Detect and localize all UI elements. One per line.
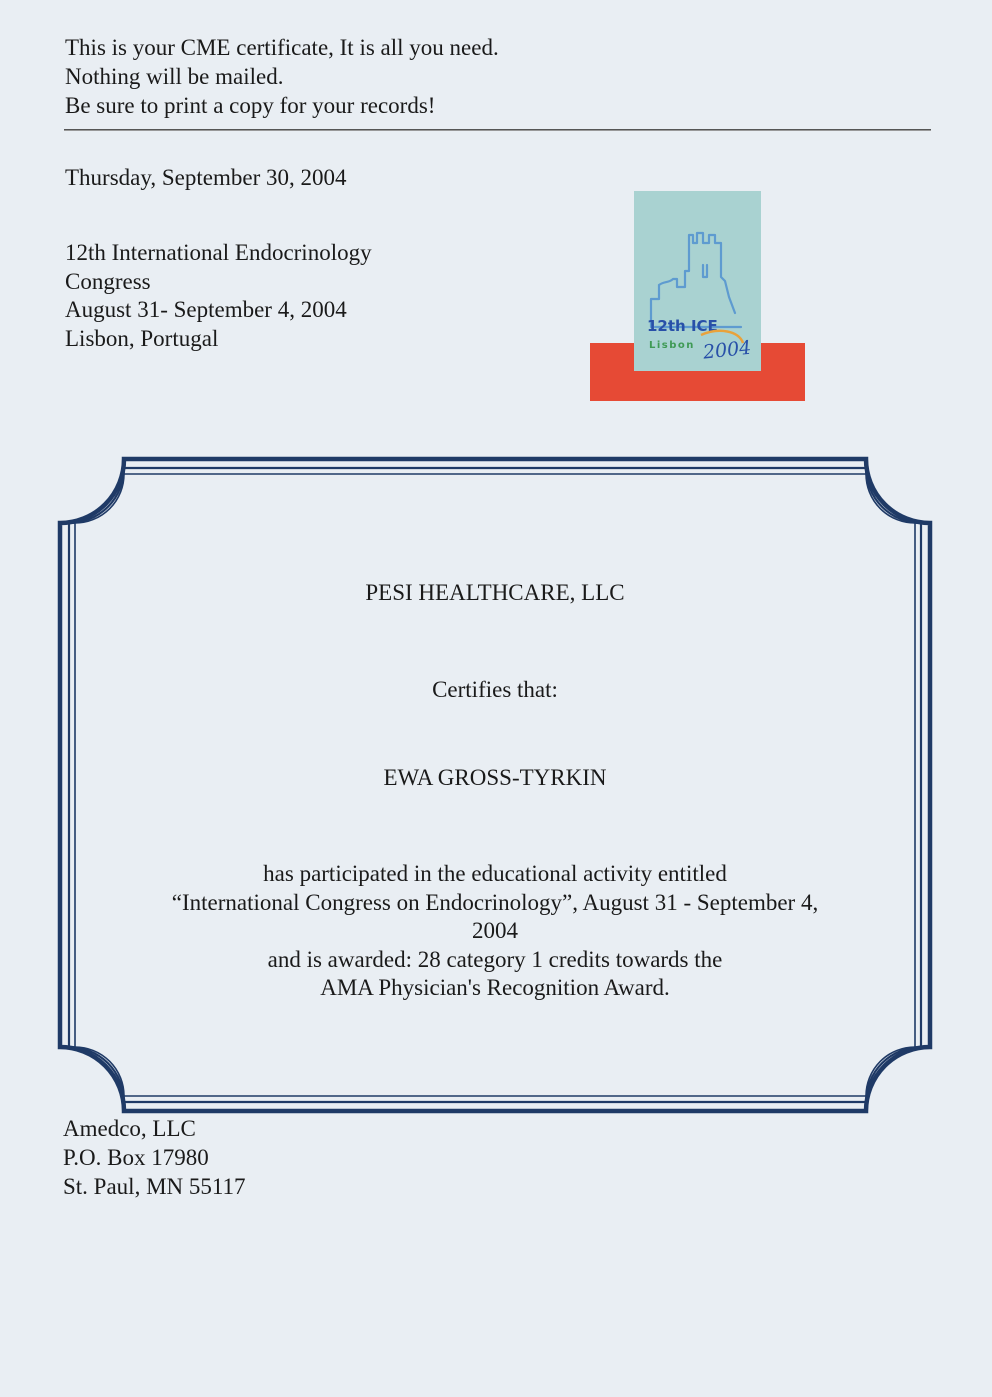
congress-logo <box>589 191 806 403</box>
notice-line: Nothing will be mailed. <box>65 64 284 89</box>
notice-line: This is your CME certificate, It is all you need. <box>65 35 499 60</box>
logo-year-text: 2004 <box>701 336 753 364</box>
certifies-label: Certifies that: <box>432 677 558 702</box>
event-line: 12th International Endocrinology <box>65 240 372 265</box>
address-line: Amedco, LLC <box>63 1116 196 1141</box>
activity-line: “International Congress on Endocrinology”, August 31 - September 4, <box>171 889 819 915</box>
event-details <box>65 239 372 353</box>
address-line: P.O. Box 17980 <box>63 1145 209 1170</box>
activity-description <box>110 860 880 1003</box>
logo-city-text: Lisbon <box>649 340 695 351</box>
recipient-name: EWA GROSS-TYRKIN <box>383 765 607 790</box>
logo-edition-text: 12th ICE <box>647 317 718 335</box>
sender-address <box>63 1114 246 1201</box>
issue-date: Thursday, September 30, 2004 <box>65 165 347 190</box>
activity-line: has participated in the educational activity entitled <box>263 861 727 886</box>
event-line: Congress <box>65 268 151 294</box>
activity-line: 2004 <box>472 918 518 943</box>
event-line: August 31- September 4, 2004 <box>65 297 347 322</box>
certificate-issuer: PESI HEALTHCARE, LLC <box>365 580 625 605</box>
activity-line: AMA Physician's Recognition Award. <box>320 975 670 1000</box>
event-line: Lisbon, Portugal <box>65 325 219 351</box>
notice-text <box>65 33 499 120</box>
notice-line: Be sure to print a copy for your records! <box>65 93 436 118</box>
activity-line: and is awarded: 28 category 1 credits towards the <box>267 946 723 972</box>
address-line: St. Paul, MN 55117 <box>63 1174 246 1199</box>
horizontal-rule <box>64 129 931 131</box>
